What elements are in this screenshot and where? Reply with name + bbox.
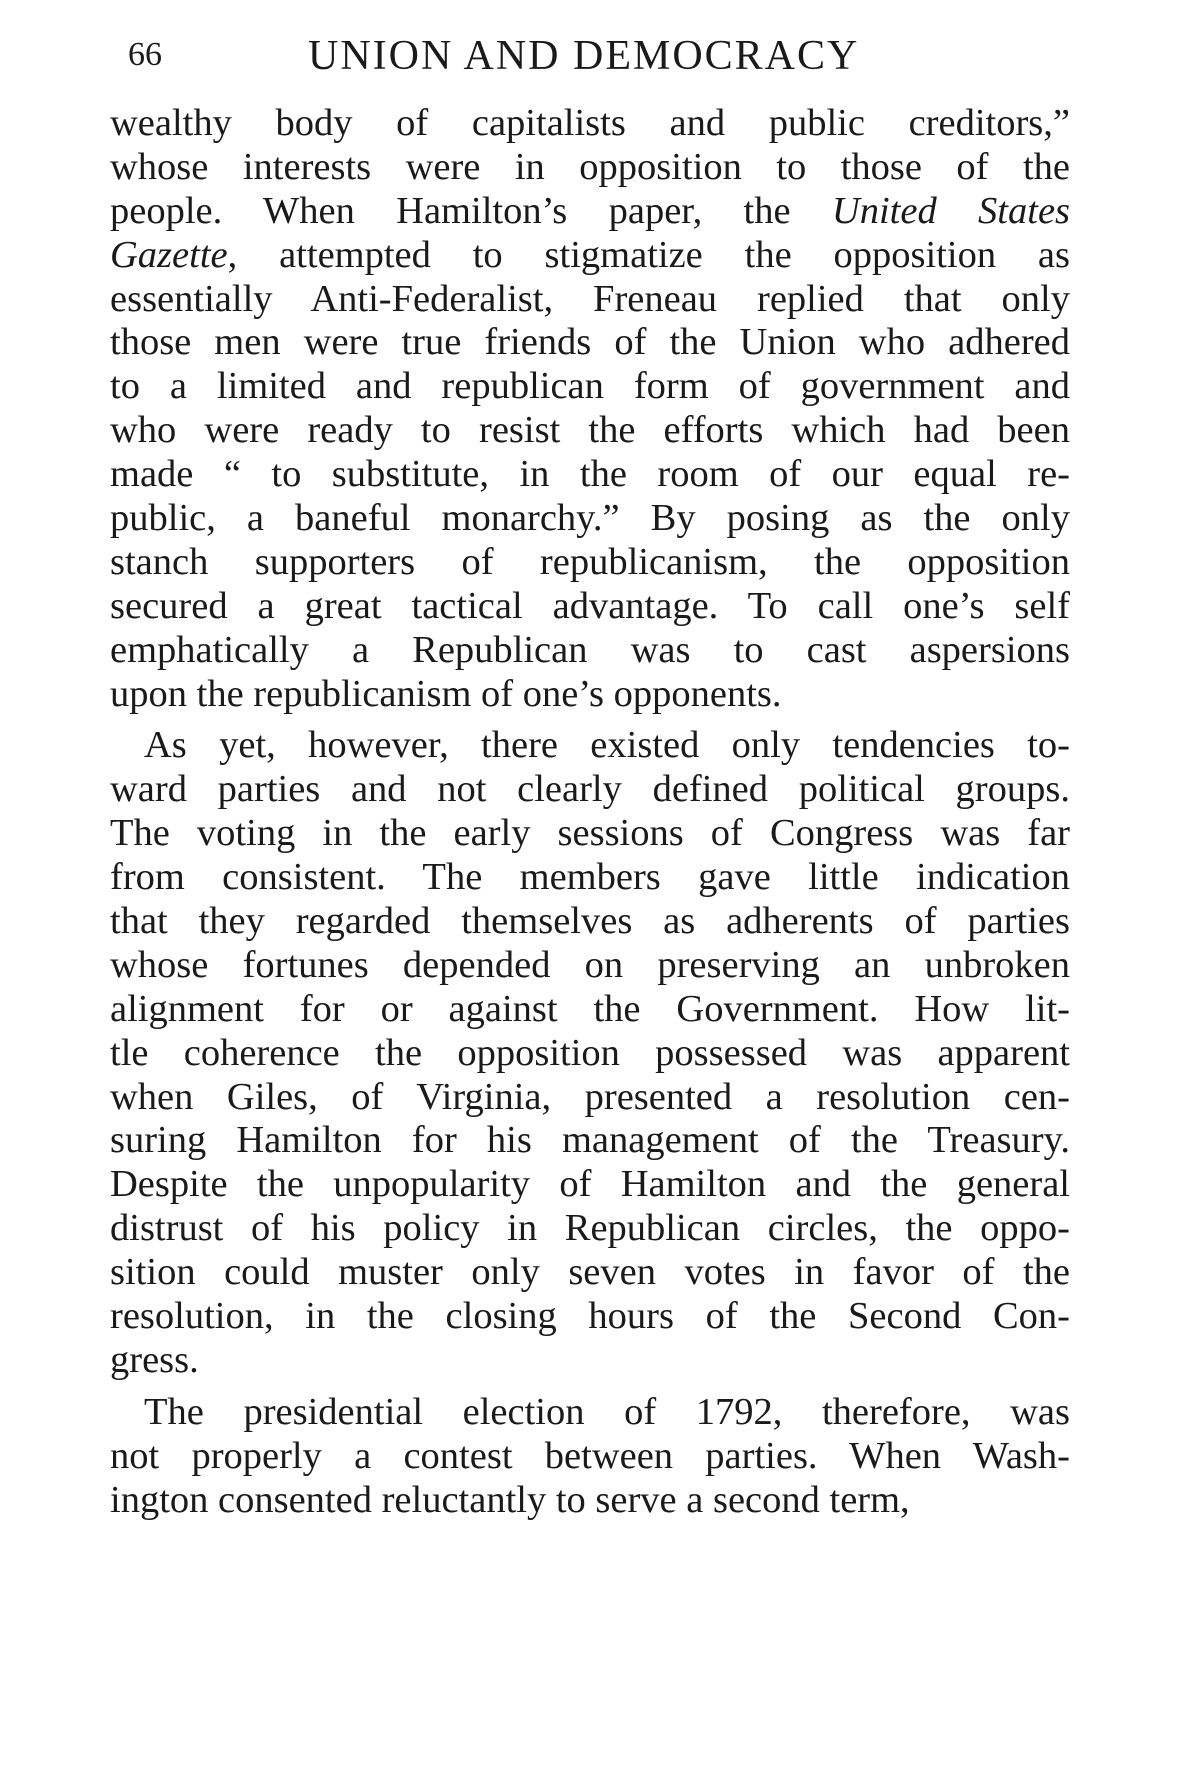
text-line: The presidential election of 1792, therefore, was <box>144 1390 1070 1433</box>
text-line: made “ to substitute, in the room of our equal re- <box>110 453 1070 496</box>
text-line: ington consented reluctantly to serve a second term, <box>110 1478 910 1521</box>
text-line: whose fortunes depended on preserving an unbroken <box>110 943 1070 986</box>
text-line: whose interests were in opposition to those of the <box>110 145 1070 188</box>
text-line: when Giles, of Virginia, presented a resolution cen- <box>110 1075 1070 1118</box>
text-line: emphatically a Republican was to cast aspersions <box>110 628 1070 671</box>
text-line: those men were true friends of the Union who adhered <box>110 321 1070 364</box>
text-line: from consistent. The members gave little indication <box>110 856 1070 899</box>
paragraph <box>110 1391 1070 1523</box>
text-line: upon the republicanism of one’s opponents. <box>110 672 782 715</box>
paragraph <box>110 102 1070 716</box>
text-line: secured a great tactical advantage. To call one’s self <box>110 584 1070 627</box>
text-line: As yet, however, there existed only tendencies to- <box>144 724 1070 767</box>
page-number: 66 <box>128 36 162 73</box>
text-line: not properly a contest between parties. When Wash- <box>110 1434 1070 1477</box>
italic-text: United States <box>831 189 1071 232</box>
body-text <box>110 102 1070 1523</box>
text-line: Despite the unpopularity of Hamilton and the general <box>110 1163 1070 1206</box>
running-title: UNION AND DEMOCRACY <box>308 33 860 79</box>
text-line: distrust of his policy in Republican circles, the oppo- <box>110 1207 1070 1250</box>
text-line: that they regarded themselves as adherents of parties <box>110 900 1070 943</box>
text-line: wealthy body of capitalists and public creditors,” <box>110 102 1070 144</box>
text-line: stanch supporters of republicanism, the opposition <box>110 540 1070 583</box>
text-line: The voting in the early sessions of Congress was far <box>110 812 1070 855</box>
text-line: resolution, in the closing hours of the Second Con- <box>110 1295 1070 1338</box>
text-line: sition could muster only seven votes in favor of the <box>110 1251 1070 1294</box>
page-header <box>128 32 1028 82</box>
text-line: ward parties and not clearly defined political groups. <box>110 768 1070 811</box>
text-line: who were ready to resist the efforts which had been <box>110 409 1070 452</box>
text-line: tle coherence the opposition possessed was apparent <box>110 1031 1070 1074</box>
text-line: people. When Hamilton’s paper, the United States <box>110 189 1071 232</box>
text-line: alignment for or against the Government. How lit- <box>110 987 1070 1030</box>
paragraph <box>110 724 1070 1382</box>
italic-text: Gazette <box>110 233 228 276</box>
text-line: essentially Anti-Federalist, Freneau replied that only <box>110 277 1070 320</box>
text-line: to a limited and republican form of government and <box>110 365 1070 408</box>
text-line: gress. <box>110 1338 199 1381</box>
text-line: public, a baneful monarchy.” By posing as the only <box>110 497 1070 540</box>
text-line: suring Hamilton for his management of the Treasury. <box>110 1119 1070 1162</box>
text-line: Gazette, attempted to stigmatize the opposition as <box>110 233 1070 276</box>
